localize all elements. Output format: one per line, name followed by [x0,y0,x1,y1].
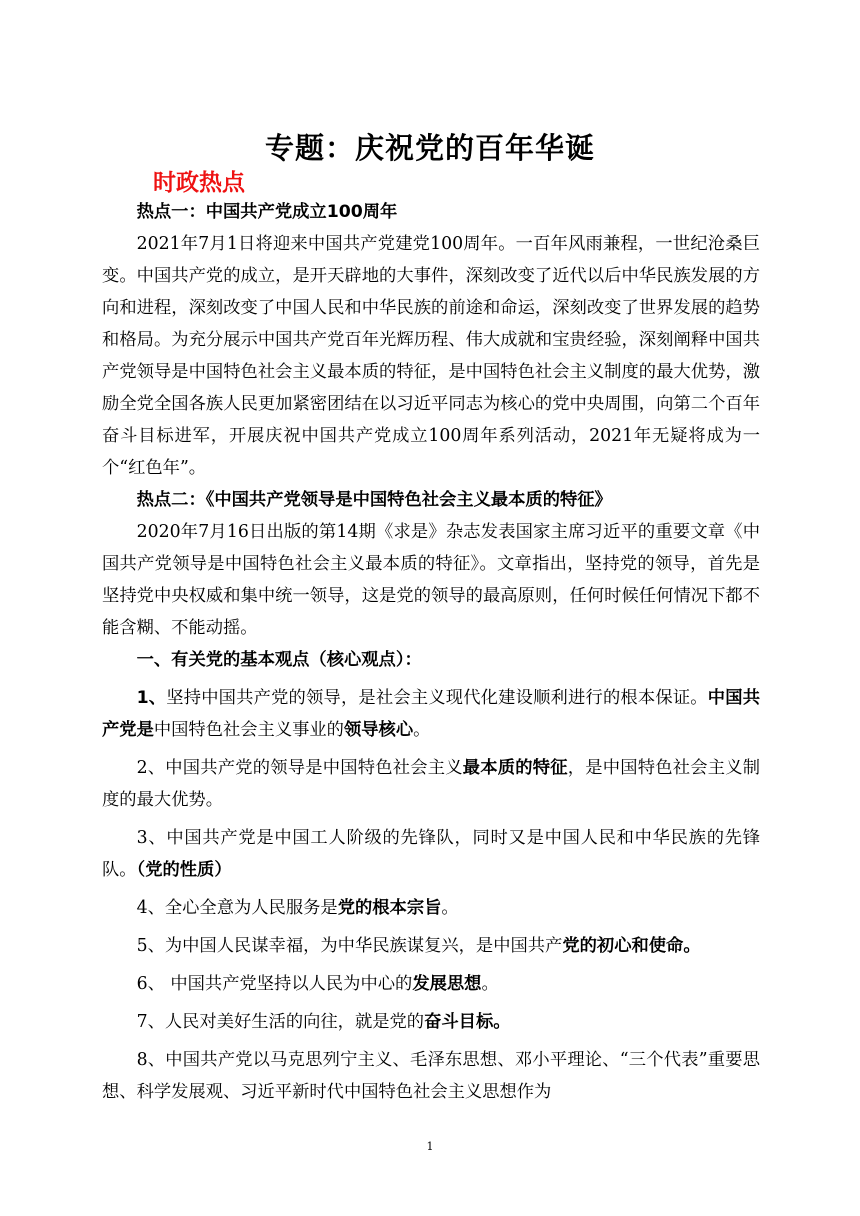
point-5-text: 5、为中国人民谋幸福，为中华民族谋复兴，是中国共产 [136,936,563,956]
point-8: 8、中国共产党以马克思列宁主义、毛泽东思想、邓小平理论、“三个代表”重要思想、科学发展观、习近平新时代中国特色社会主义思想作为 [102,1050,760,1102]
point-4-end: 。 [441,898,459,918]
hot1-heading: 热点一：中国共产党成立100周年 [136,202,398,222]
hot2-heading: 热点二：《中国共产党领导是中国特色社会主义最本质的特征》 [136,490,612,510]
point-1-number: 1、 [136,688,167,708]
point-7-text: 7、人民对美好生活的向往，就是党的 [136,1012,425,1032]
page-title: 专题：庆祝党的百年华诞 [264,131,595,165]
point-2-text: 2、中国共产党的领导是中国特色社会主义 [136,758,463,778]
point-1-bold-core: 领导核心 [343,720,414,740]
point-5 [102,930,760,962]
point-3-text: 3、中国共产党是中国工人阶级的先锋队，同时又是中国人民和中华民族的先锋队。 [102,828,760,880]
point-2 [102,752,760,816]
document-body [102,196,760,1108]
point-2-text-2: ，是中国特色社会主义制度的最大优势。 [102,758,760,810]
point-3-bold: （党的性质） [136,860,232,880]
point-4 [102,892,760,924]
point-5-bold: 党的初心和使命。 [562,936,701,956]
views-heading: 一、有关党的基本观点（核心观点）： [136,650,422,670]
hot1-paragraph: 2021年7月1日将迎来中国共产党建党100周年。一百年风雨兼程，一世纪沧桑巨变。中国共产党的成立，是开天辟地的大事件，深刻改变了近代以后中华民族发展的方向和进程，深刻改变了中国人民和中华民族的前途和命运，深刻改变了世界发展的趋势和格局。为充分展示中国共产党百年光辉历程、伟大成就和宝贵经验，深刻阐释中国共产党领导是中国特色社会主义最本质的特征，是中国特色社会主义制度的最大优势，激励全党全国各族人民更加紧密团结在以习近平同志为核心的党中央周围，向第二个百年奋斗目标进军，开展庆祝中国共产党成立100周年系列活动，2021年无疑将成为一个“红色年”。 [102,234,760,478]
point-1-text: 坚持中国共产党的领导，是社会主义现代化建设顺利进行的根本保证。 [166,688,708,708]
point-4-text: 4、全心全意为人民服务是 [136,898,338,918]
hot2-paragraph: 2020年7月16日出版的第14期《求是》杂志发表国家主席习近平的重要文章《中国共产党领导是中国特色社会主义最本质的特征》。文章指出，坚持党的领导，首先是坚持党中央权威和集中统一领导，这是党的领导的最高原则，任何时候任何情况下都不能含糊、不能动摇。 [102,522,760,638]
point-4-bold: 党的根本宗旨 [337,898,442,918]
point-6 [102,968,760,1000]
page-number: 1 [426,1140,434,1153]
point-6-end: 。 [481,974,499,994]
point-1 [102,682,760,746]
point-6-text: 6、 中国共产党坚持以人民为中心的 [136,974,413,994]
point-1-text-2: 中国特色社会主义事业的 [153,720,344,740]
point-1-bold-subject: 中国共产党是 [102,688,760,740]
point-7 [102,1006,760,1038]
point-6-bold: 发展思想 [412,974,482,994]
point-7-bold: 奋斗目标。 [424,1012,511,1032]
point-1-end: 。 [413,720,431,740]
point-2-bold: 最本质的特征 [462,758,568,778]
section-heading: 时政热点 [153,170,245,196]
point-3 [102,822,760,886]
